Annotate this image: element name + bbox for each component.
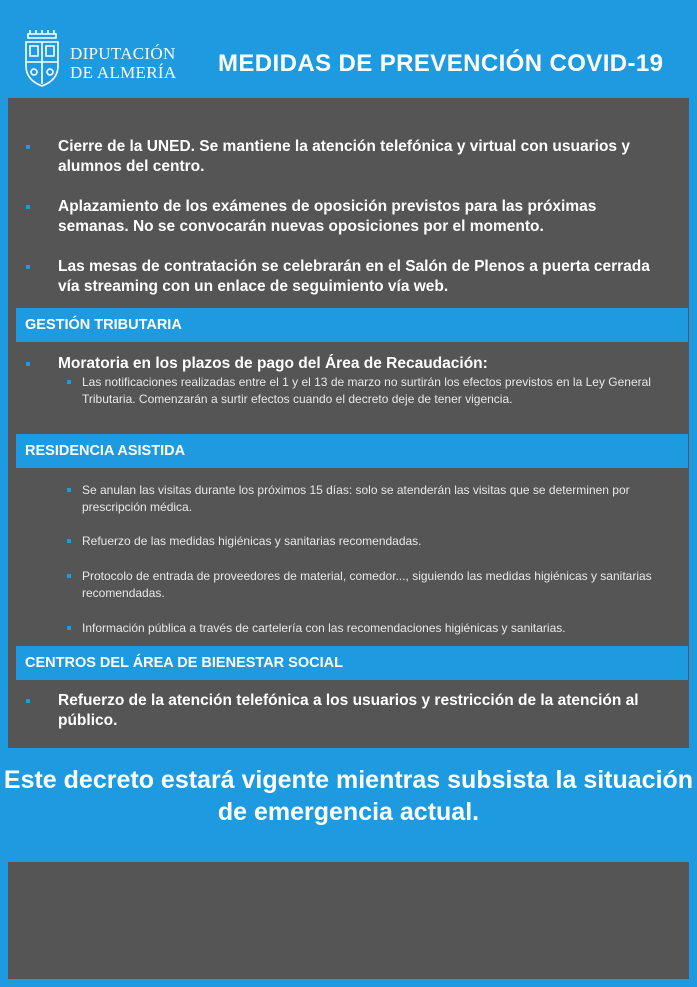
sub-list-item — [82, 533, 652, 550]
sub-list-item — [82, 620, 652, 637]
list-item — [58, 257, 668, 297]
bullet-icon — [67, 488, 71, 492]
institution-name-line1: DIPUTACIÓN — [70, 44, 176, 63]
bullet-icon — [67, 626, 71, 630]
section-heading-gestion-tributaria: GESTIÓN TRIBUTARIA — [16, 308, 688, 342]
section-heading-bienestar: CENTROS DEL ÁREA DE BIENESTAR SOCIAL — [16, 646, 688, 680]
bullet-icon — [26, 362, 30, 366]
content-panel — [8, 98, 689, 748]
sub-list-item-text: Protocolo de entrada de proveedores de material, comedor..., siguiendo las medidas higiénicas y sanitarias recomendadas. — [82, 569, 652, 600]
footer-note: Este decreto estará vigente mientras subsista la situación de emergencia actual. — [3, 766, 694, 826]
bullet-icon — [26, 145, 30, 149]
sub-list-item-text: Refuerzo de las medidas higiénicas y sanitarias recomendadas. — [82, 534, 422, 548]
list-item — [58, 354, 668, 374]
bullet-icon — [67, 380, 71, 384]
bullet-icon — [26, 265, 30, 269]
page-title: MEDIDAS DE PREVENCIÓN COVID-19 — [218, 50, 664, 77]
bullet-icon — [67, 574, 71, 578]
list-item — [58, 691, 668, 731]
coat-of-arms-logo — [22, 30, 62, 88]
sub-list-item-text: Se anulan las visitas durante los próximos 15 días: solo se atenderán las visitas que se determinen por prescripción médica. — [82, 483, 630, 514]
sub-list-item — [82, 374, 652, 408]
institution-name-line2: DE ALMERÍA — [70, 63, 177, 82]
bullet-icon — [26, 699, 30, 703]
sub-list-item-text: Información pública a través de cartelería con las recomendaciones higiénicas y sanitarias. — [82, 621, 566, 635]
list-item-text: Refuerzo de la atención telefónica a los usuarios y restricción de la atención al público. — [58, 692, 639, 729]
bottom-panel — [8, 862, 689, 979]
bullet-icon — [26, 205, 30, 209]
institution-name — [70, 44, 176, 82]
list-item-text: Las mesas de contratación se celebrarán en el Salón de Plenos a puerta cerrada vía streaming con un enlace de seguimiento vía web. — [58, 258, 650, 295]
sub-list-item-text: Las notificaciones realizadas entre el 1 y el 13 de marzo no surtirán los efectos previstos en la Ley General Tributaria. Comenzarán a surtir efectos cuando el decreto deje de tener vigencia. — [82, 375, 651, 406]
bullet-icon — [67, 539, 71, 543]
sub-list-item — [82, 482, 652, 516]
list-item-text: Aplazamiento de los exámenes de oposición previstos para las próximas semanas. No se convocarán nuevas oposiciones por el momento. — [58, 198, 597, 235]
list-item-text: Moratoria en los plazos de pago del Área de Recaudación: — [58, 355, 488, 372]
list-item — [58, 137, 668, 177]
list-item-text: Cierre de la UNED. Se mantiene la atención telefónica y virtual con usuarios y alumnos del centro. — [58, 138, 630, 175]
list-item — [58, 197, 668, 237]
page-header — [0, 0, 697, 98]
sub-list-item — [82, 568, 652, 602]
section-heading-residencia: RESIDENCIA ASISTIDA — [16, 434, 688, 468]
